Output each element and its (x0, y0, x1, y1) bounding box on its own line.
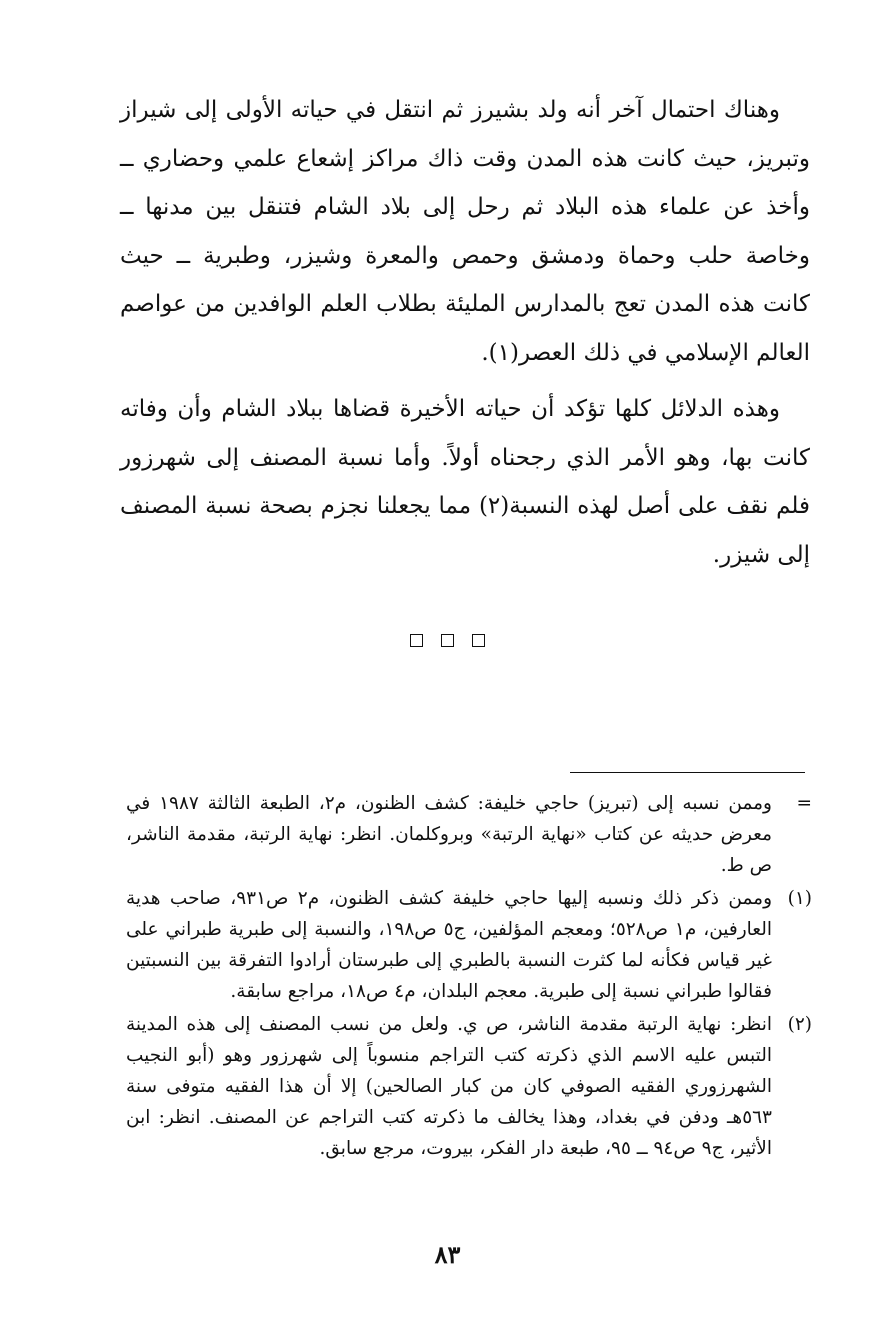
divider-square-icon (472, 634, 485, 647)
footnote-continuation (126, 788, 812, 881)
section-divider (0, 634, 895, 647)
main-body-text (120, 86, 810, 587)
footnote-marker: (١) (787, 888, 812, 909)
footnote-1 (126, 883, 812, 1007)
footnotes-section (126, 788, 812, 1166)
footnote-text: انظر: نهاية الرتبة مقدمة الناشر، ص ي. ولعل من نسب المصنف إلى هذه المدينة التبس عليه الاسم الذي ذكرته كتب التراجم منسوباً إلى شهرزور وهو (أبو النجيب الشهرزوري الفقيه الصوفي كان من كبار الصالحين) إلا أن هذا الفقيه متوفى سنة ٥٦٣هـ ودفن في بغداد، وهذا يخالف ما ذكرته كتب التراجم عن المصنف. انظر: ابن الأثير، ج٩ ص٩٤ ــ ٩٥، طبعة دار الفكر، بيروت، مرجع سابق. (126, 1014, 772, 1159)
body-paragraph-1: وهناك احتمال آخر أنه ولد بشيرز ثم انتقل في حياته الأولى إلى شيراز وتبريز، حيث كانت هذه المدن وقت ذاك مراكز إشعاع علمي وحضاري ــ وأخذ عن علماء هذه البلاد ثم رحل إلى بلاد الشام فتنقل بين مدنها ــ وخاصة حلب وحماة ودمشق وحمص والمعرة وشيزر، وطبرية ــ حيث كانت هذه المدن تعج بالمدارس المليئة بطلاب العلم الوافدين من عواصم العالم الإسلامي في ذلك العصر(١). (120, 97, 810, 366)
divider-square-icon (441, 634, 454, 647)
footnote-marker: (٢) (787, 1014, 812, 1035)
footnote-2 (126, 1009, 812, 1164)
footnote-text: وممن ذكر ذلك ونسبه إليها حاجي خليفة كشف الظنون، م٢ ص٩٣١، صاحب هدية العارفين، م١ ص٥٢٨؛ ومعجم المؤلفين، ج٥ ص١٩٨، والنسبة إلى طبرية طبراني على غير قياس فكأنه لما كثرت النسبة بالطبري إلى طبرستان أرادوا التفرقة بين النسبتين فقالوا طبراني نسبة إلى طبرية. معجم البلدان، م٤ ص١٨، مراجع سابقة. (126, 888, 772, 1002)
footnote-marker: = (796, 793, 812, 814)
footnote-text: وممن نسبه إلى (تبريز) حاجي خليفة: كشف الظنون، م٢، الطبعة الثالثة ١٩٨٧ في معرض حديثه عن كتاب «نهاية الرتبة» وبروكلمان. انظر: نهاية الرتبة، مقدمة الناشر، ص ط. (126, 793, 772, 876)
page-number: ٨٣ (434, 1240, 461, 1269)
divider-square-icon (410, 634, 423, 647)
footnote-separator-rule (570, 772, 805, 773)
body-paragraph-2: وهذه الدلائل كلها تؤكد أن حياته الأخيرة قضاها ببلاد الشام وأن وفاته كانت بها، وهو الأمر الذي رجحناه أولاً. وأما نسبة المصنف إلى شهرزور فلم نقف على أصل لهذه النسبة(٢) مما يجعلنا نجزم بصحة نسبة المصنف إلى شيزر. (120, 396, 810, 568)
